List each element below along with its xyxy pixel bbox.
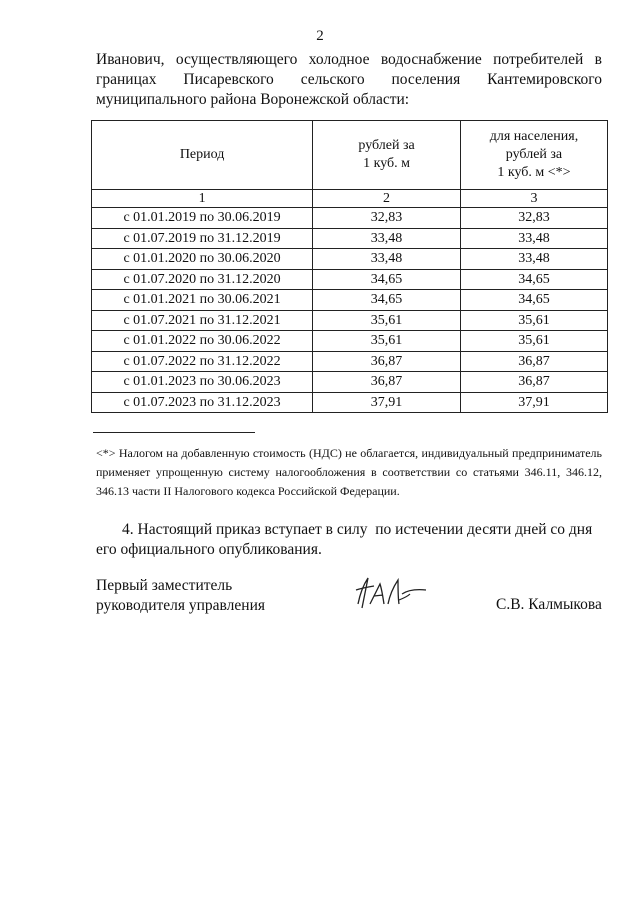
table-row (92, 249, 608, 270)
header-price (313, 121, 461, 190)
footnote-word: упрощенную (156, 465, 223, 479)
footnote-word: соответствии (382, 465, 451, 479)
signer-title-line: руководителя управления (96, 597, 266, 614)
period-cell: с 01.01.2022 по 30.06.2022 (92, 331, 313, 352)
period-cell: с 01.01.2020 по 30.06.2020 (92, 249, 313, 270)
header-period: Период (92, 121, 313, 190)
period-cell: с 01.01.2019 по 30.06.2019 (92, 208, 313, 229)
population-price-cell: 36,87 (460, 372, 607, 393)
period-cell: с 01.07.2019 по 31.12.2019 (92, 228, 313, 249)
footnote-line (96, 444, 602, 463)
intro-word: потребителей (493, 51, 584, 68)
signer-title (96, 576, 265, 616)
price-cell: 36,87 (313, 372, 461, 393)
column-number: 1 (92, 190, 313, 208)
footnote-word: добавленную (181, 446, 250, 460)
table-row (92, 331, 608, 352)
price-cell: 35,61 (313, 310, 461, 331)
population-price-cell: 32,83 (460, 208, 607, 229)
footnote-word: применяет (96, 465, 151, 479)
footnote-word: статьями (472, 465, 519, 479)
price-cell: 36,87 (313, 351, 461, 372)
price-cell: 33,48 (313, 228, 461, 249)
period-cell: с 01.01.2023 по 30.06.2023 (92, 372, 313, 393)
population-price-cell: 33,48 (460, 228, 607, 249)
period-cell: с 01.07.2020 по 31.12.2020 (92, 269, 313, 290)
footnote-word: в (371, 465, 377, 479)
price-cell: 37,91 (313, 392, 461, 413)
footnote-word: 346.12, (565, 465, 602, 479)
column-number-row (92, 190, 608, 208)
intro-word: сельского (300, 71, 365, 88)
intro-line-3: муниципального района Воронежской области: (96, 91, 410, 108)
intro-word: осуществляющего (175, 51, 298, 68)
footnote-line (96, 463, 602, 482)
intro-word: холодное (308, 51, 370, 68)
intro-line-2 (96, 70, 602, 90)
table-row (92, 208, 608, 229)
header-price-line: рублей за (358, 138, 415, 153)
population-price-cell: 33,48 (460, 249, 607, 270)
intro-word: Писаревского (183, 71, 274, 88)
footnote-word: не (345, 446, 357, 460)
period-cell: с 01.07.2021 по 31.12.2021 (92, 310, 313, 331)
intro-line-1 (96, 50, 602, 70)
footnote-word: облагается, (360, 446, 419, 460)
header-population-line: 1 куб. м <*> (497, 165, 571, 180)
population-price-cell: 37,91 (460, 392, 607, 413)
population-price-cell: 35,61 (460, 331, 607, 352)
clause-line-1: 4. Настоящий приказ вступает в силу по истечении десяти дней со дня (122, 521, 593, 538)
table-row (92, 392, 608, 413)
intro-word: Иванович, (96, 51, 165, 68)
table-row (92, 269, 608, 290)
table-row (92, 372, 608, 393)
population-price-cell: 36,87 (460, 351, 607, 372)
footnote-word: индивидуальный (421, 446, 509, 460)
header-population-price (460, 121, 607, 190)
population-price-cell: 35,61 (460, 310, 607, 331)
price-cell: 32,83 (313, 208, 461, 229)
footnote-word: на (166, 446, 179, 460)
header-population-line: для населения, (489, 129, 579, 144)
footnote-word: со (455, 465, 468, 479)
table-row (92, 351, 608, 372)
table-row (92, 228, 608, 249)
period-cell: с 01.07.2023 по 31.12.2023 (92, 392, 313, 413)
intro-word: поселения (391, 71, 461, 88)
table-header-row (92, 121, 608, 190)
footnote-word: 346.11, (524, 465, 561, 479)
footnote-word: стоимость (252, 446, 306, 460)
period-cell: с 01.07.2022 по 31.12.2022 (92, 351, 313, 372)
intro-word: водоснабжение (380, 51, 482, 68)
intro-paragraph (96, 50, 602, 110)
footnote-separator (93, 432, 255, 433)
period-cell: с 01.01.2021 по 30.06.2021 (92, 290, 313, 311)
population-price-cell: 34,65 (460, 290, 607, 311)
footnote-word: Налогом (118, 446, 163, 460)
intro-word: Кантемировского (487, 71, 602, 88)
clause-line-2: его официального опубликования. (96, 541, 322, 558)
tariff-table (91, 120, 608, 413)
footnote-word: <*> (96, 446, 116, 460)
price-cell: 35,61 (313, 331, 461, 352)
intro-word: границах (96, 71, 157, 88)
table-row (92, 310, 608, 331)
clause-4 (96, 520, 602, 560)
footnote (96, 444, 602, 501)
footnote-word: систему (228, 465, 270, 479)
footnote-word: предприниматель (512, 446, 602, 460)
header-population-line: рублей за (505, 147, 563, 162)
signer-name: С.В. Калмыкова (496, 596, 602, 613)
price-cell: 33,48 (313, 249, 461, 270)
price-cell: 34,65 (313, 269, 461, 290)
intro-word: в (594, 51, 602, 68)
page-number: 2 (316, 28, 324, 44)
signer-title-line: Первый заместитель (96, 577, 233, 594)
price-cell: 34,65 (313, 290, 461, 311)
population-price-cell: 34,65 (460, 269, 607, 290)
table-row (92, 290, 608, 311)
footnote-word: налогообложения (275, 465, 366, 479)
header-price-line: 1 куб. м (363, 156, 410, 171)
footnote-word: (НДС) (308, 446, 342, 460)
handwritten-signature (352, 570, 430, 614)
column-number: 2 (313, 190, 461, 208)
column-number: 3 (460, 190, 607, 208)
footnote-line: 346.13 части II Налогового кодекса Российской Федерации. (96, 484, 400, 498)
